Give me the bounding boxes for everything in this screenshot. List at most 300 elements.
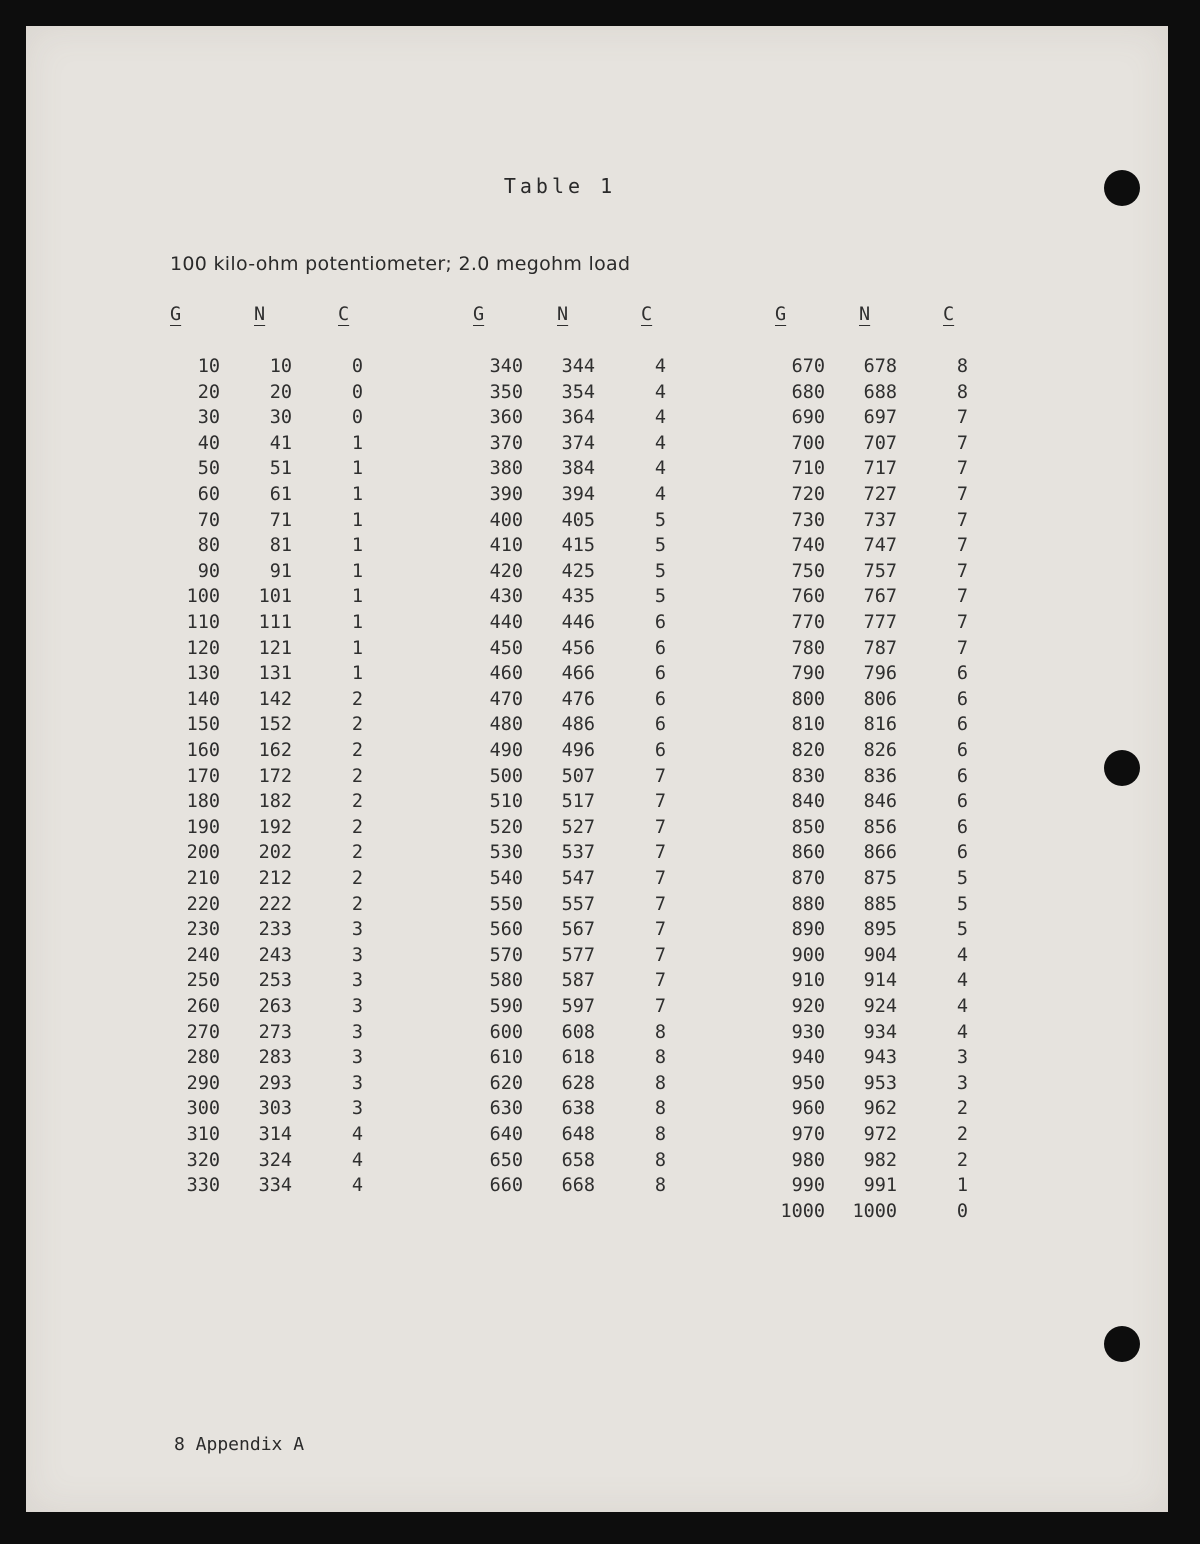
cell-n: 121 (258, 637, 292, 659)
cell-c: 8 (654, 1149, 666, 1171)
cell-n: 374 (561, 432, 595, 454)
cell-n: 131 (258, 663, 292, 685)
cell-c: 5 (956, 919, 968, 941)
cell-g: 560 (489, 919, 523, 941)
cell-c: 1 (351, 458, 363, 480)
cell-g: 360 (489, 407, 523, 429)
page-title: Table 1 (503, 174, 617, 198)
cell-n: 885 (863, 893, 897, 915)
cell-c: 7 (956, 612, 968, 633)
cell-g: 460 (489, 663, 523, 685)
cell-g: 750 (791, 560, 825, 582)
cell-n: 273 (258, 1021, 292, 1043)
cell-c: 4 (654, 458, 666, 480)
cell-n: 777 (863, 612, 897, 633)
cell-n: 727 (863, 484, 897, 505)
cell-c: 5 (654, 560, 666, 582)
cell-c: 7 (956, 560, 968, 582)
cell-c: 3 (956, 1047, 968, 1069)
cell-c: 8 (654, 1175, 666, 1197)
cell-n: 30 (269, 407, 292, 429)
cell-g: 30 (197, 407, 220, 429)
cell-g: 230 (186, 919, 220, 941)
cell-n: 658 (561, 1149, 595, 1171)
cell-c: 1 (351, 484, 363, 505)
cell-c: 6 (654, 740, 666, 761)
cell-n: 212 (258, 868, 292, 889)
cell-g: 470 (489, 688, 523, 710)
cell-c: 7 (956, 637, 968, 659)
cell-n: 405 (561, 509, 595, 531)
cell-n: 182 (258, 791, 292, 813)
cell-n: 895 (863, 919, 897, 941)
cell-c: 6 (654, 714, 666, 736)
cell-g: 830 (791, 765, 825, 787)
cell-c: 8 (654, 1047, 666, 1069)
column-header-c: C (943, 304, 955, 325)
cell-g: 810 (791, 714, 825, 736)
column-header-g: G (170, 304, 182, 325)
cell-n: 618 (561, 1047, 595, 1069)
cell-g: 530 (489, 842, 523, 864)
cell-c: 3 (351, 919, 363, 941)
cell-g: 940 (791, 1047, 825, 1069)
cell-n: 202 (258, 842, 292, 864)
cell-c: 7 (956, 586, 968, 608)
cell-n: 456 (561, 637, 595, 659)
cell-n: 263 (258, 996, 292, 1017)
cell-n: 222 (258, 893, 292, 915)
cell-n: 1000 (852, 1200, 897, 1222)
cell-c: 1 (351, 560, 363, 582)
cell-n: 435 (561, 586, 595, 608)
cell-n: 41 (269, 432, 292, 454)
cell-g: 490 (489, 740, 523, 761)
cell-c: 1 (351, 432, 363, 454)
cell-c: 3 (956, 1072, 968, 1094)
cell-n: 71 (269, 509, 292, 531)
cell-n: 856 (863, 816, 897, 838)
cell-g: 110 (186, 612, 220, 633)
cell-g: 730 (791, 509, 825, 531)
cell-c: 0 (351, 356, 363, 377)
page-footer: 8 Appendix A (174, 1434, 305, 1455)
cell-n: 384 (561, 458, 595, 480)
cell-c: 0 (956, 1200, 968, 1222)
cell-n: 61 (269, 484, 292, 505)
cell-g: 290 (186, 1072, 220, 1094)
cell-g: 140 (186, 688, 220, 710)
cell-g: 690 (791, 407, 825, 429)
cell-c: 6 (956, 765, 968, 787)
cell-c: 4 (654, 484, 666, 505)
cell-g: 160 (186, 740, 220, 761)
cell-c: 3 (351, 996, 363, 1017)
cell-g: 540 (489, 868, 523, 889)
cell-c: 2 (956, 1098, 968, 1120)
cell-c: 7 (654, 996, 666, 1017)
cell-c: 2 (351, 893, 363, 915)
cell-g: 130 (186, 663, 220, 685)
cell-g: 950 (791, 1072, 825, 1094)
cell-g: 70 (197, 509, 220, 531)
cell-c: 5 (654, 586, 666, 608)
cell-g: 860 (791, 842, 825, 864)
cell-c: 5 (956, 868, 968, 889)
column-header-n: N (557, 304, 569, 325)
cell-g: 150 (186, 714, 220, 736)
cell-g: 700 (791, 432, 825, 454)
cell-g: 40 (197, 432, 220, 454)
cell-n: 806 (863, 688, 897, 710)
cell-g: 590 (489, 996, 523, 1017)
cell-c: 3 (351, 1098, 363, 1120)
cell-n: 81 (269, 535, 292, 557)
cell-c: 3 (351, 1021, 363, 1043)
cell-n: 707 (863, 432, 897, 454)
cell-n: 747 (863, 535, 897, 557)
cell-c: 6 (956, 714, 968, 736)
cell-c: 7 (654, 842, 666, 864)
cell-n: 767 (863, 586, 897, 608)
cell-g: 680 (791, 381, 825, 403)
cell-n: 91 (269, 560, 292, 582)
cell-c: 7 (654, 970, 666, 992)
cell-c: 2 (351, 868, 363, 889)
cell-g: 170 (186, 765, 220, 787)
cell-c: 3 (351, 1072, 363, 1094)
cell-n: 991 (863, 1175, 897, 1197)
punch-hole-bottom (1104, 1326, 1140, 1362)
cell-n: 507 (561, 765, 595, 787)
cell-n: 628 (561, 1072, 595, 1094)
cell-c: 7 (654, 868, 666, 889)
cell-n: 415 (561, 535, 595, 557)
cell-c: 4 (654, 432, 666, 454)
cell-c: 4 (956, 944, 968, 966)
cell-n: 344 (561, 356, 595, 377)
column-header-c: C (338, 304, 350, 325)
cell-c: 2 (956, 1124, 968, 1145)
cell-g: 190 (186, 816, 220, 838)
cell-n: 425 (561, 560, 595, 582)
column-header-g: G (473, 304, 485, 325)
cell-c: 0 (351, 407, 363, 429)
cell-c: 6 (956, 663, 968, 685)
cell-g: 270 (186, 1021, 220, 1043)
cell-n: 446 (561, 612, 595, 633)
cell-n: 638 (561, 1098, 595, 1120)
cell-g: 850 (791, 816, 825, 838)
cell-n: 904 (863, 944, 897, 966)
cell-c: 2 (351, 688, 363, 710)
cell-n: 324 (258, 1149, 292, 1171)
cell-g: 600 (489, 1021, 523, 1043)
cell-n: 466 (561, 663, 595, 685)
cell-g: 420 (489, 560, 523, 582)
cell-g: 900 (791, 944, 825, 966)
cell-n: 283 (258, 1047, 292, 1069)
cell-c: 3 (351, 1047, 363, 1069)
cell-g: 480 (489, 714, 523, 736)
cell-n: 836 (863, 765, 897, 787)
cell-n: 142 (258, 688, 292, 710)
cell-n: 537 (561, 842, 595, 864)
cell-c: 1 (351, 586, 363, 608)
cell-c: 0 (351, 381, 363, 403)
cell-c: 7 (956, 458, 968, 480)
cell-c: 1 (351, 663, 363, 685)
cell-g: 520 (489, 816, 523, 838)
cell-c: 3 (351, 970, 363, 992)
cell-c: 7 (654, 893, 666, 915)
cell-n: 364 (561, 407, 595, 429)
cell-c: 7 (956, 484, 968, 505)
cell-g: 980 (791, 1149, 825, 1171)
cell-n: 547 (561, 868, 595, 889)
cell-c: 2 (351, 791, 363, 813)
cell-g: 670 (791, 356, 825, 377)
cell-g: 920 (791, 996, 825, 1017)
cell-c: 1 (956, 1175, 968, 1197)
cell-n: 668 (561, 1175, 595, 1197)
cell-n: 10 (269, 356, 292, 377)
cell-n: 557 (561, 893, 595, 915)
cell-n: 51 (269, 458, 292, 480)
cell-g: 790 (791, 663, 825, 685)
cell-g: 370 (489, 432, 523, 454)
cell-c: 7 (956, 432, 968, 454)
cell-g: 10 (197, 356, 220, 377)
cell-c: 6 (654, 637, 666, 659)
cell-c: 2 (351, 714, 363, 736)
cell-c: 8 (654, 1098, 666, 1120)
cell-g: 660 (489, 1175, 523, 1197)
cell-g: 960 (791, 1098, 825, 1120)
cell-c: 1 (351, 612, 363, 633)
cell-n: 587 (561, 970, 595, 992)
cell-c: 4 (956, 970, 968, 992)
cell-g: 430 (489, 586, 523, 608)
cell-c: 8 (956, 356, 968, 377)
cell-n: 678 (863, 356, 897, 377)
cell-n: 354 (561, 381, 595, 403)
cell-g: 60 (197, 484, 220, 505)
cell-n: 162 (258, 740, 292, 761)
cell-g: 650 (489, 1149, 523, 1171)
cell-c: 7 (956, 509, 968, 531)
cell-g: 910 (791, 970, 825, 992)
cell-g: 870 (791, 868, 825, 889)
cell-g: 550 (489, 893, 523, 915)
cell-n: 717 (863, 458, 897, 480)
cell-n: 567 (561, 919, 595, 941)
cell-g: 390 (489, 484, 523, 505)
cell-g: 720 (791, 484, 825, 505)
cell-g: 50 (197, 458, 220, 480)
cell-g: 710 (791, 458, 825, 480)
cell-n: 608 (561, 1021, 595, 1043)
cell-n: 688 (863, 381, 897, 403)
cell-c: 7 (654, 765, 666, 787)
cell-g: 890 (791, 919, 825, 941)
cell-c: 3 (351, 944, 363, 966)
cell-c: 7 (654, 944, 666, 966)
cell-n: 875 (863, 868, 897, 889)
cell-n: 866 (863, 842, 897, 864)
cell-c: 4 (351, 1175, 363, 1197)
table-subtitle: 100 kilo-ohm potentiometer; 2.0 megohm load (170, 253, 631, 275)
cell-c: 8 (654, 1072, 666, 1094)
cell-c: 4 (956, 1021, 968, 1043)
cell-g: 780 (791, 637, 825, 659)
cell-n: 914 (863, 970, 897, 992)
cell-c: 6 (654, 663, 666, 685)
cell-n: 934 (863, 1021, 897, 1043)
cell-g: 180 (186, 791, 220, 813)
cell-c: 7 (654, 919, 666, 941)
cell-c: 8 (654, 1124, 666, 1145)
cell-c: 8 (956, 381, 968, 403)
cell-c: 6 (956, 740, 968, 761)
cell-g: 880 (791, 893, 825, 915)
cell-c: 5 (956, 893, 968, 915)
cell-n: 476 (561, 688, 595, 710)
cell-c: 6 (654, 688, 666, 710)
cell-c: 6 (956, 816, 968, 838)
cell-n: 334 (258, 1175, 292, 1197)
cell-n: 796 (863, 663, 897, 685)
cell-c: 2 (351, 816, 363, 838)
cell-g: 100 (186, 586, 220, 608)
cell-n: 517 (561, 791, 595, 813)
cell-n: 303 (258, 1098, 292, 1120)
cell-g: 440 (489, 612, 523, 633)
cell-g: 220 (186, 893, 220, 915)
cell-g: 510 (489, 791, 523, 813)
cell-n: 982 (863, 1149, 897, 1171)
cell-c: 6 (654, 612, 666, 633)
cell-g: 1000 (780, 1200, 825, 1222)
cell-g: 840 (791, 791, 825, 813)
cell-n: 20 (269, 381, 292, 403)
cell-c: 1 (351, 637, 363, 659)
cell-c: 6 (956, 688, 968, 710)
cell-n: 953 (863, 1072, 897, 1094)
cell-n: 101 (258, 586, 292, 608)
cell-g: 610 (489, 1047, 523, 1069)
cell-n: 816 (863, 714, 897, 736)
cell-g: 250 (186, 970, 220, 992)
cell-g: 800 (791, 688, 825, 710)
cell-g: 350 (489, 381, 523, 403)
column-header-g: G (775, 304, 787, 325)
cell-g: 450 (489, 637, 523, 659)
cell-c: 2 (351, 765, 363, 787)
cell-n: 314 (258, 1124, 292, 1145)
cell-g: 620 (489, 1072, 523, 1094)
cell-c: 5 (654, 509, 666, 531)
cell-g: 310 (186, 1124, 220, 1145)
cell-n: 152 (258, 714, 292, 736)
cell-c: 6 (956, 842, 968, 864)
cell-g: 970 (791, 1124, 825, 1145)
cell-g: 240 (186, 944, 220, 966)
cell-g: 380 (489, 458, 523, 480)
cell-g: 90 (197, 560, 220, 582)
cell-g: 120 (186, 637, 220, 659)
cell-c: 1 (351, 509, 363, 531)
cell-g: 260 (186, 996, 220, 1017)
column-header-n: N (859, 304, 871, 325)
cell-c: 6 (956, 791, 968, 813)
cell-n: 737 (863, 509, 897, 531)
cell-g: 340 (489, 356, 523, 377)
cell-c: 4 (956, 996, 968, 1017)
cell-g: 330 (186, 1175, 220, 1197)
cell-n: 697 (863, 407, 897, 429)
cell-n: 648 (561, 1124, 595, 1145)
cell-g: 20 (197, 381, 220, 403)
cell-g: 640 (489, 1124, 523, 1145)
cell-g: 210 (186, 868, 220, 889)
cell-n: 233 (258, 919, 292, 941)
cell-g: 410 (489, 535, 523, 557)
cell-c: 4 (654, 356, 666, 377)
cell-n: 293 (258, 1072, 292, 1094)
cell-g: 200 (186, 842, 220, 864)
cell-g: 990 (791, 1175, 825, 1197)
cell-g: 740 (791, 535, 825, 557)
cell-n: 924 (863, 996, 897, 1017)
cell-c: 5 (654, 535, 666, 557)
cell-n: 846 (863, 791, 897, 813)
cell-g: 820 (791, 740, 825, 761)
cell-n: 826 (863, 740, 897, 761)
cell-n: 496 (561, 740, 595, 761)
cell-c: 7 (654, 791, 666, 813)
cell-g: 500 (489, 765, 523, 787)
cell-g: 580 (489, 970, 523, 992)
cell-n: 577 (561, 944, 595, 966)
cell-g: 930 (791, 1021, 825, 1043)
cell-g: 630 (489, 1098, 523, 1120)
cell-n: 527 (561, 816, 595, 838)
cell-n: 253 (258, 970, 292, 992)
cell-g: 770 (791, 612, 825, 633)
column-header-c: C (641, 304, 653, 325)
cell-n: 172 (258, 765, 292, 787)
cell-c: 4 (654, 407, 666, 429)
cell-c: 8 (654, 1021, 666, 1043)
cell-c: 2 (351, 842, 363, 864)
cell-c: 4 (351, 1149, 363, 1171)
cell-n: 787 (863, 637, 897, 659)
cell-n: 597 (561, 996, 595, 1017)
cell-n: 962 (863, 1098, 897, 1120)
cell-c: 2 (351, 740, 363, 761)
cell-g: 280 (186, 1047, 220, 1069)
cell-c: 7 (956, 535, 968, 557)
cell-g: 80 (197, 535, 220, 557)
cell-n: 111 (258, 612, 292, 633)
cell-n: 243 (258, 944, 292, 966)
cell-c: 4 (654, 381, 666, 403)
cell-c: 7 (654, 816, 666, 838)
cell-n: 943 (863, 1047, 897, 1069)
column-header-n: N (254, 304, 266, 325)
cell-n: 486 (561, 714, 595, 736)
